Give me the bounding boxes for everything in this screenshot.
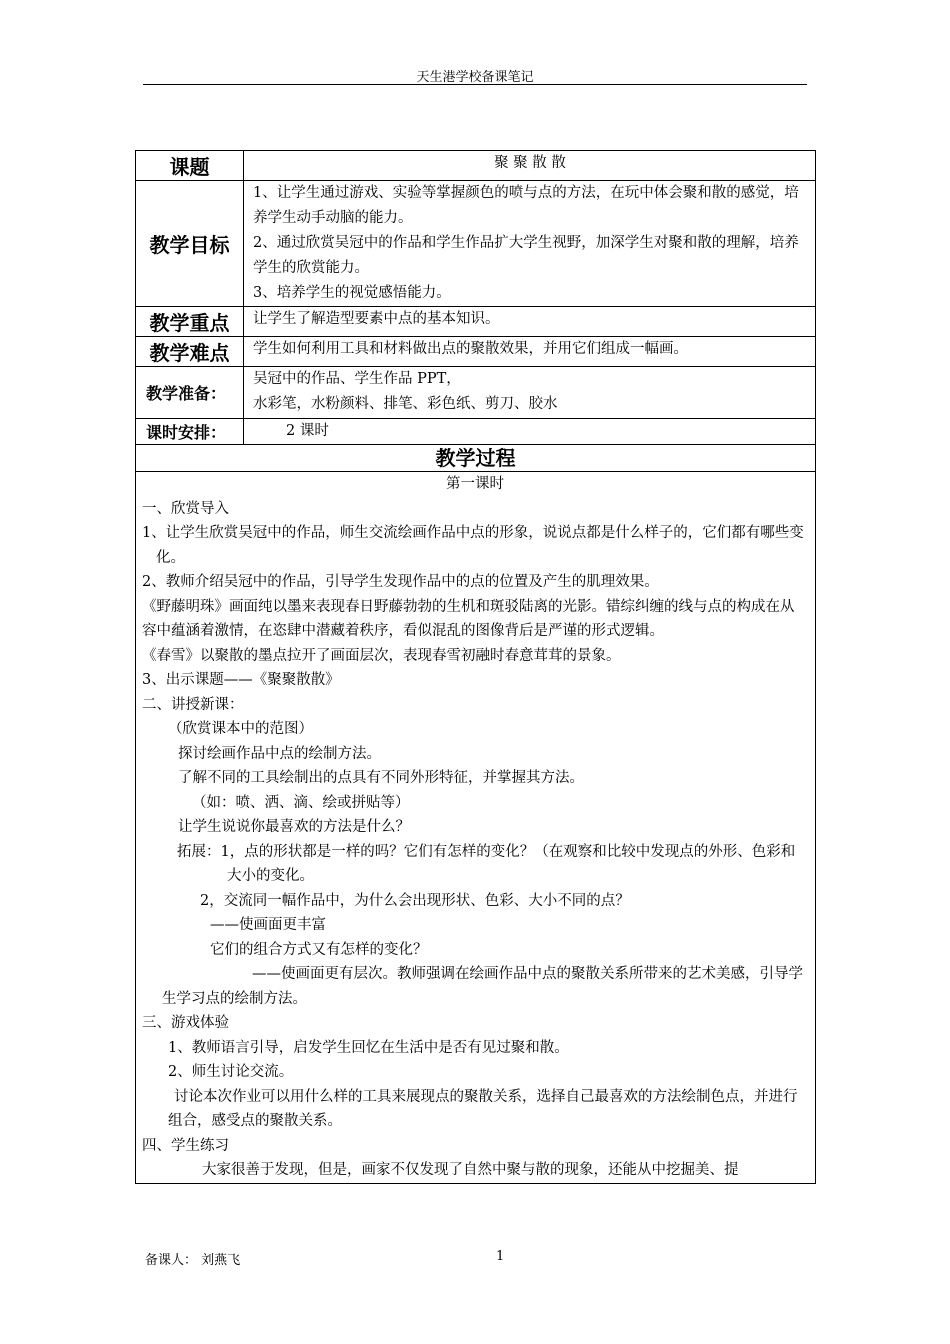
process-line: 讨论本次作业可以用什么样的工具来展现点的聚散关系，选择自己最喜欢的方法绘制色点，并进行组合，感受点的聚散关系。 (168, 1088, 798, 1129)
process-title: 教学过程 (136, 445, 816, 472)
process-line: 探讨绘画作品中点的绘制方法。 (178, 745, 381, 762)
prep-item: 水彩笔，水粉颜料、排笔、彩色纸、剪刀、胶水 (253, 396, 558, 412)
prep-label: 教学准备： (136, 367, 244, 419)
goals-label: 教学目标 (136, 181, 244, 307)
difficulty-label: 教学难点 (136, 337, 244, 367)
process-line: 2、教师介绍吴冠中的作品，引导学生发现作品中的点的位置及产生的肌理效果。 (142, 574, 659, 590)
prep-item: 吴冠中的作品、学生作品 PPT， (253, 371, 461, 387)
process-line: 1、让学生欣赏吴冠中的作品，师生交流绘画作品中点的形象，说说点都是什么样子的，它们都有哪些变化。 (142, 525, 804, 566)
process-line: 《野藤明珠》画面纯以墨来表现春日野藤勃勃的生机和斑驳陆离的光影。错综纠缠的线与点的构成在从容中蕴涵着激情，在恣肆中潜藏着秩序，看似混乱的图像背后是严谨的形式逻辑。 (142, 598, 795, 639)
topic-value: 聚 聚 散 散 (244, 151, 816, 181)
preparer-name: 备课人： 刘燕飞 (145, 1253, 241, 1268)
goal-item: 3、培养学生的视觉感悟能力。 (253, 285, 451, 301)
page-number: 1 (496, 1249, 505, 1264)
process-line: 3、出示课题——《聚聚散散》 (142, 672, 340, 688)
process-line: 2、师生讨论交流。 (168, 1064, 294, 1080)
header-rule (143, 84, 807, 85)
process-line: 大家很善于发现，但是，画家不仅发现了自然中聚与散的现象，还能从中挖掘美、提 (202, 1162, 739, 1178)
goal-item: 2、通过欣赏吴冠中的作品和学生作品扩大学生视野，加深学生对聚和散的理解，培养学生的欣赏能力。 (253, 235, 799, 276)
topic-label: 课题 (136, 151, 244, 181)
process-line: 一、欣赏导入 (142, 500, 229, 517)
process-line: 拓展：1，点的形状都是一样的吗？它们有怎样的变化？（在观察和比较中发现点的外形、色彩和大小的变化。 (177, 843, 796, 884)
process-line: 四、学生练习 (142, 1137, 229, 1154)
schedule-value: 2 课时 (244, 419, 816, 445)
process-line: ——使画面更有层次。教师强调在绘画作品中点的聚散关系所带来的艺术美感，引导学生学习点的绘制方法。 (162, 966, 803, 1007)
prep-cell (244, 367, 816, 419)
key-point-label: 教学重点 (136, 307, 244, 337)
process-line: 了解不同的工具绘制出的点具有不同外形特征，并掌握其方法。 (178, 770, 584, 786)
page-header-title: 天生港学校备课笔记 (416, 70, 534, 85)
process-line: （欣赏课本中的范图） (168, 721, 313, 737)
difficulty-value: 学生如何利用工具和材料做出点的聚散效果，并用它们组成一幅画。 (244, 337, 816, 367)
key-point-value: 让学生了解造型要素中点的基本知识。 (244, 307, 816, 337)
process-content (136, 472, 816, 1184)
process-line: （如：喷、洒、滴、绘或拼贴等） (192, 794, 410, 811)
process-line: 让学生说说你最喜欢的方法是什么？ (178, 819, 410, 835)
goal-item: 1、让学生通过游戏、实验等掌握颜色的喷与点的方法，在玩中体会聚和散的感觉，培养学生动手动脑的能力。 (253, 185, 799, 226)
process-line: 《春雪》以聚散的墨点拉开了画面层次，表现春雪初融时春意茸茸的景象。 (142, 647, 621, 664)
process-line: 2，交流同一幅作品中，为什么会出现形状、色彩、大小不同的点？ (200, 892, 630, 909)
process-line: 二、讲授新课： (142, 696, 244, 713)
goals-cell (244, 181, 816, 307)
session-title: 第一课时 (446, 476, 504, 492)
process-line: 它们的组合方式又有怎样的变化？ (210, 941, 428, 958)
schedule-label: 课时安排： (136, 419, 244, 445)
process-line: ——使画面更丰富 (210, 917, 326, 933)
process-line: 三、游戏体验 (142, 1015, 229, 1031)
lesson-plan-table (135, 150, 816, 1184)
process-line: 1、教师语言引导，启发学生回忆在生活中是否有见过聚和散。 (168, 1039, 569, 1056)
